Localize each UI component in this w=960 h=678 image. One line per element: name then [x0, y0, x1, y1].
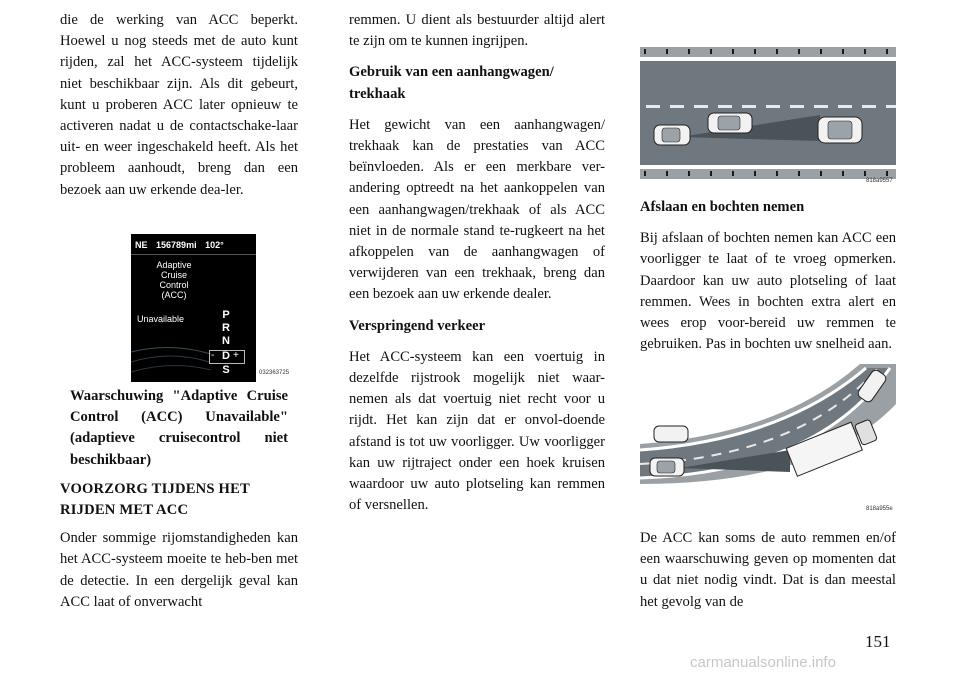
offset-traffic-heading: Verspringend verkeer [349, 317, 486, 334]
curve-figure [640, 364, 896, 519]
col3-paragraph-1: Bij afslaan of bochten nemen kan ACC een voorligger te laat of te vroeg opmerken. Daardoor kan uw auto plotseling of laat remmen. Wees in bochten extra alert en wees erop voor-bereid uw remmen te gebruiken. Pas in bochten uw snelheid aan. [640, 230, 896, 353]
cluster-odometer: 156789mi [156, 240, 197, 250]
col1-paragraph-1: die de werking van ACC beperkt. Hoewel u nog steeds met de auto kunt rijden, zal het ACC-systeem tijdelijk niet beschikbaar zijn. Als dit gebeurt, kunt u proberen ACC later opnieuw te activeren nadat u de contactschake-laar uit- en weer ingeschakeld heeft. Als het probleem aanhoudt, breng dan een bezoek aan uw erkende dea-ler. [60, 12, 298, 198]
cluster-heading: NE [135, 240, 148, 250]
gear-p: P [222, 309, 230, 321]
trailer-heading: Gebruik van een aanhangwagen/ trekhaak [349, 64, 554, 102]
cluster-status: Unavailable [137, 314, 185, 324]
gear-plus: + [233, 350, 239, 361]
column-3-lower [640, 528, 896, 613]
curves-heading: Afslaan en bochten nemen [640, 199, 805, 215]
gear-n: N [222, 335, 230, 347]
col2-paragraph-3: Het ACC-systeem kan een voertuig in dezelfde rijstrook mogelijk niet waar-nemen als dat voertuig niet recht voor u rijdt. Het kan zijn dat er onvol-doende afstand is tot uw voorligger. Uw voorligger kan uw rijtraject onder een hoek kruisen waardoor uw auto plotseling kan remmen of versnellen. [349, 348, 605, 514]
column-1 [60, 0, 298, 201]
instrument-cluster-image [131, 234, 256, 382]
cluster-acc-message: Adaptive Cruise Control (ACC) [156, 260, 192, 300]
fig2-code: 818a955e [866, 506, 893, 512]
figure-caption: Waarschuwing "Adaptive Cruise Control (ACC) Unavailable" (adaptieve cruisecontrol niet beschikbaar) [70, 388, 288, 468]
col1-paragraph-2: Onder sommige rijomstandigheden kan het ACC-systeem moeite te heb-ben met de detectie. In een dergelijk geval kan ACC laat of onverwacht [60, 530, 298, 610]
column-1-lower [60, 386, 298, 613]
column-2 [349, 10, 605, 516]
col2-paragraph-2: Het gewicht van een aanhangwagen/ trekhaak kan de prestaties van ACC beïnvloeden. Als er een merkbare ver-andering optreedt na het aankoppelen van een aanhangwagen/trekhaak of als ACC niet in de normale stand te-rugkeert na het afkoppelen van de aanhangwagen of verwijderen van een trekhaak, breng dan een bezoek aan uw erkende dealer. [349, 116, 605, 303]
cluster-figure-code: 032363725 [259, 370, 290, 376]
gear-minus: - [211, 350, 215, 361]
column-3-upper [640, 197, 896, 355]
offset-traffic-figure [640, 37, 896, 187]
gear-r: R [222, 322, 230, 334]
col2-paragraph-1: remmen. U dient als bestuurder altijd alert te zijn om te kunnen ingrijpen. [349, 12, 605, 50]
col3-paragraph-2: De ACC kan soms de auto remmen en/of een waarschuwing geven op momenten dat u dat niet nodig vindt. Dat is dan meestal het gevolg van de [640, 530, 896, 610]
page-number: 151 [865, 632, 891, 651]
gear-d: D [222, 350, 230, 362]
fig1-code: 818a9557 [866, 178, 893, 184]
gear-s: S [222, 364, 230, 376]
watermark: carmanualsonline.info [690, 654, 836, 671]
cluster-temperature: 102° [205, 240, 224, 250]
section-heading: VOORZORG TIJDENS HET RIJDEN MET ACC [60, 480, 250, 519]
